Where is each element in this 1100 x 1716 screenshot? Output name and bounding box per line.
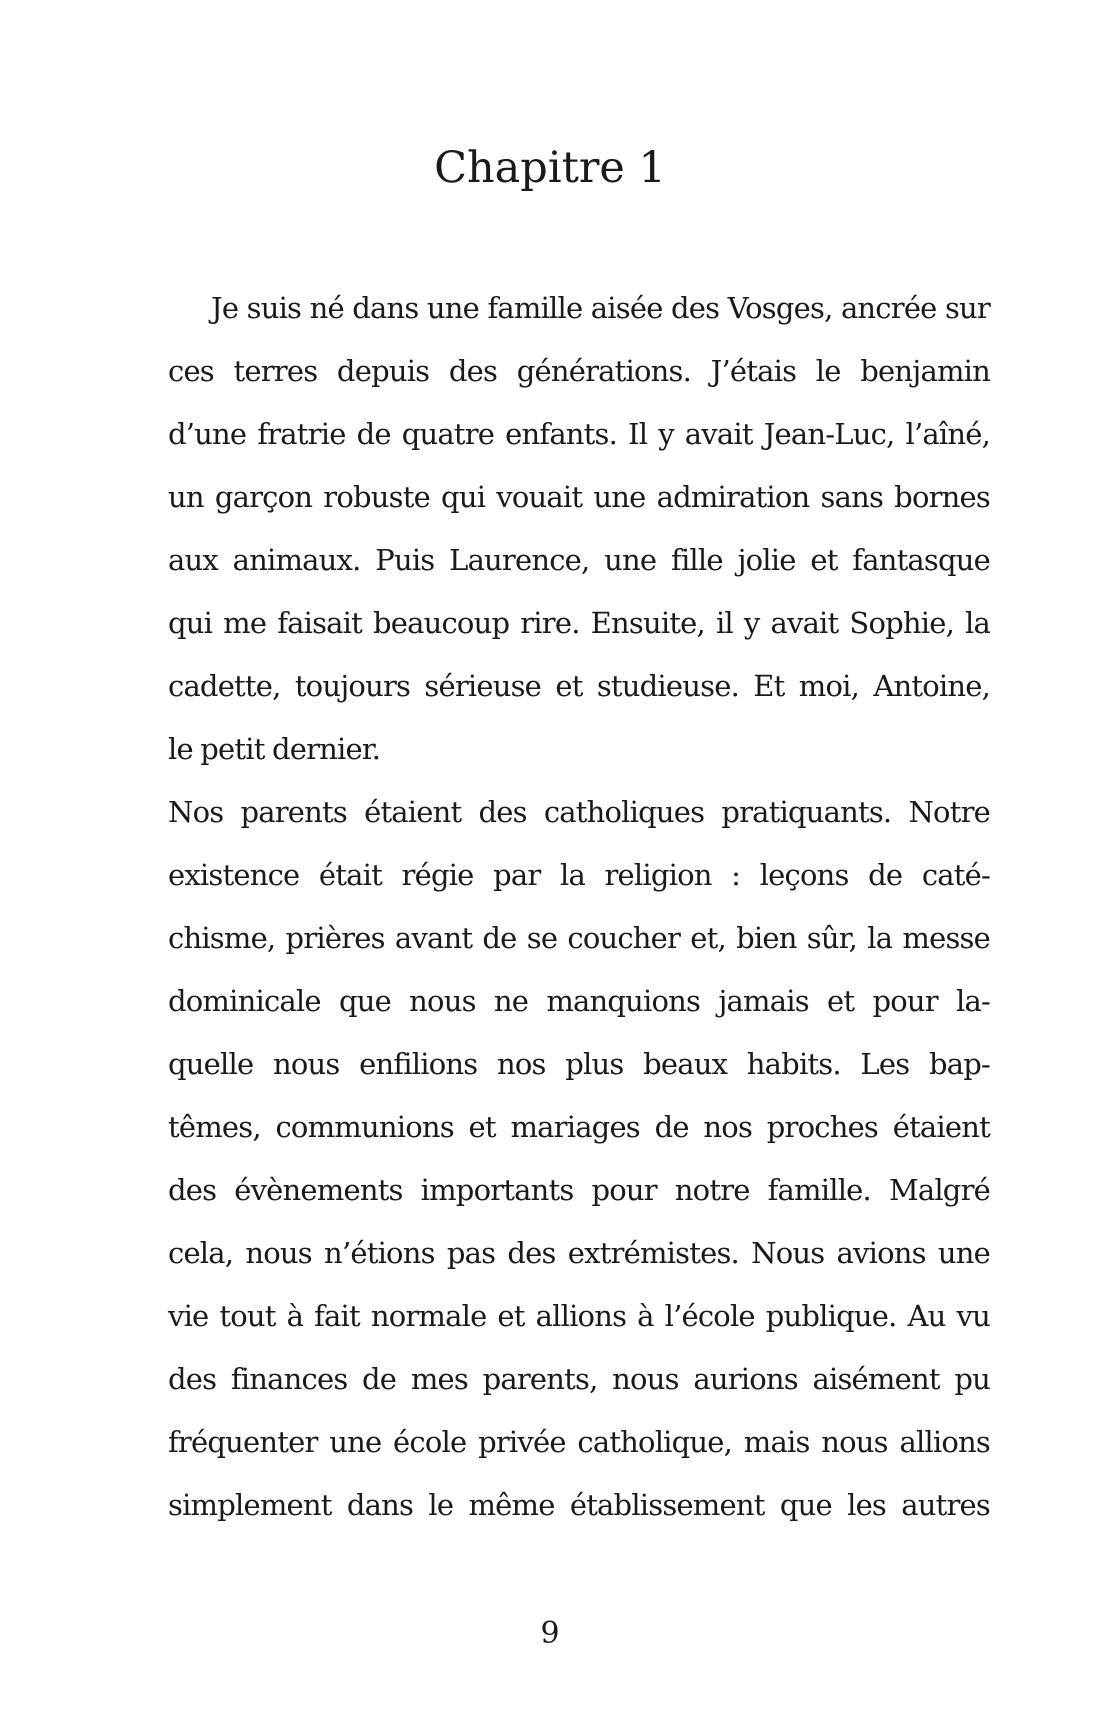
text-line: chisme, prières avant de se coucher et, bien sûr, la messe <box>168 921 990 955</box>
text-line: d’une fratrie de quatre enfants. Il y avait Jean-Luc, l’aîné, <box>168 417 990 451</box>
text-line: des finances de mes parents, nous aurions aisément pu <box>168 1362 990 1396</box>
text-line: têmes, communions et mariages de nos proches étaient <box>168 1110 990 1144</box>
text-line: simplement dans le même établissement que les autres <box>168 1488 990 1522</box>
text-line: cadette, toujours sérieuse et studieuse. Et moi, Antoine, <box>168 669 990 703</box>
text-line: cela, nous n’étions pas des extrémistes. Nous avions une <box>168 1236 990 1270</box>
text-line: aux animaux. Puis Laurence, une fille jolie et fantasque <box>168 543 990 577</box>
text-line: vie tout à fait normale et allions à l’école publique. Au vu <box>168 1299 990 1333</box>
text-line: ces terres depuis des générations. J’étais le benjamin <box>168 354 990 388</box>
text-line: des évènements importants pour notre famille. Malgré <box>168 1173 990 1207</box>
page-number: 9 <box>540 1616 560 1651</box>
text-line: le petit dernier. <box>168 732 381 766</box>
text-line: quelle nous enfilions nos plus beaux habits. Les bap- <box>168 1047 990 1081</box>
text-line: Je suis né dans une famille aisée des Vosges, ancrée sur <box>211 291 990 325</box>
text-line: dominicale que nous ne manquions jamais et pour la- <box>168 984 990 1018</box>
text-line: Nos parents étaient des catholiques pratiquants. Notre <box>168 795 990 829</box>
text-line: un garçon robuste qui vouait une admiration sans bornes <box>168 480 990 514</box>
text-line: existence était régie par la religion : leçons de caté- <box>168 858 990 892</box>
chapter-title: Chapitre 1 <box>434 143 666 193</box>
chapter-body <box>168 277 990 1537</box>
text-line: fréquenter une école privée catholique, mais nous allions <box>168 1425 990 1459</box>
text-line: qui me faisait beaucoup rire. Ensuite, il y avait Sophie, la <box>168 606 990 640</box>
